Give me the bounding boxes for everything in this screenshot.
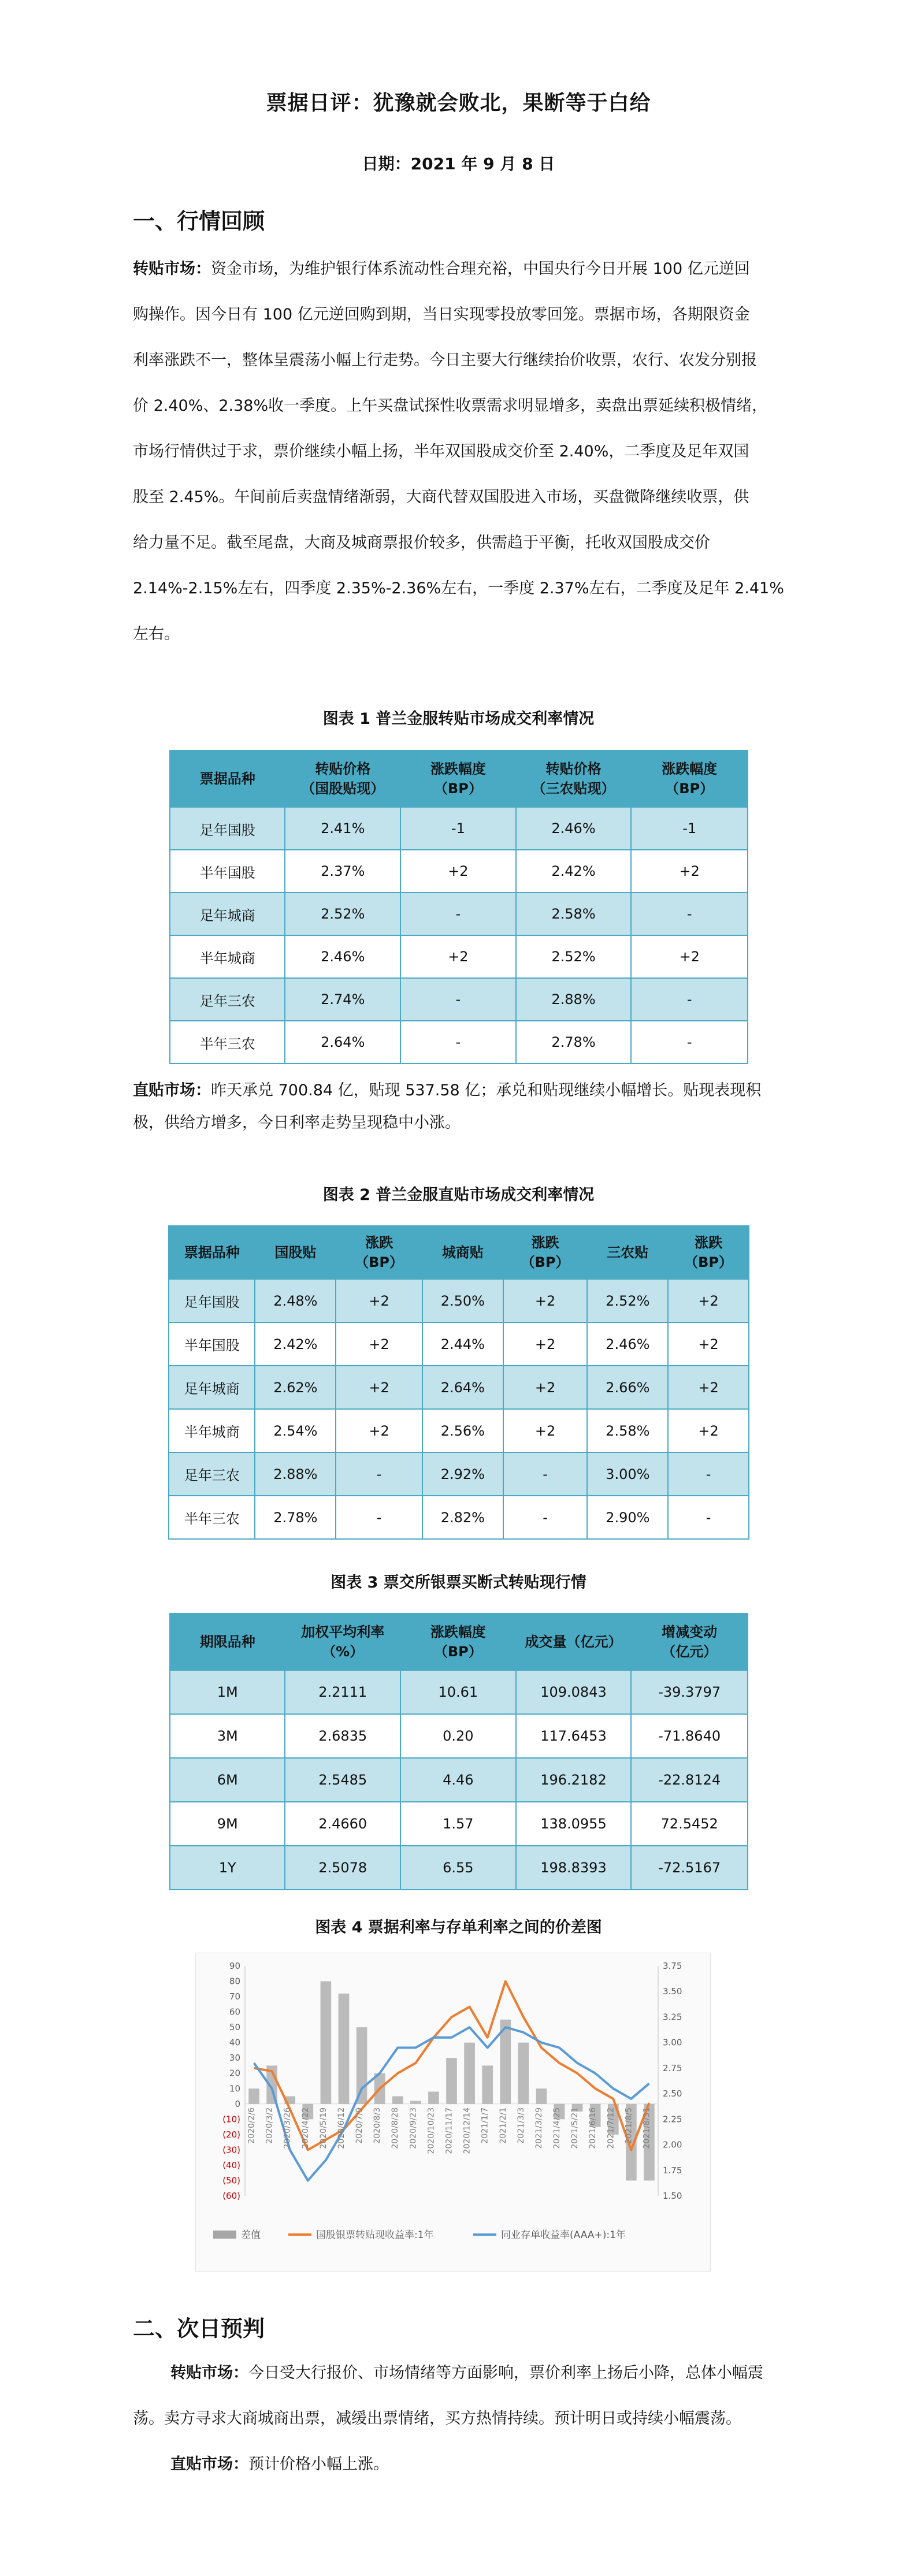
- table-cell: 2.58%: [516, 893, 632, 935]
- table-cell: 2.46%: [516, 807, 632, 850]
- table-cell: 2.78%: [255, 1496, 336, 1539]
- table-row: [169, 1366, 749, 1409]
- table-row: [170, 1670, 748, 1714]
- table-cell: -1: [400, 807, 516, 850]
- x-tick-label: 2021/2/1: [498, 2107, 508, 2144]
- x-tick-label: 2020/7/9: [355, 2107, 365, 2144]
- table-cell: 足年三农: [169, 1452, 255, 1496]
- y-left-tick-label: 90: [229, 1961, 240, 1971]
- table-cell: -72.5167: [631, 1846, 748, 1890]
- x-tick-label: 2020/12/14: [462, 2107, 472, 2154]
- table-cell: 4.46: [400, 1758, 516, 1802]
- table-cell: -: [631, 893, 748, 935]
- table-cell: -71.8640: [631, 1714, 748, 1758]
- spread-bar: [321, 1982, 332, 2104]
- table-cell: 1Y: [170, 1846, 285, 1890]
- table-cell: 半年三农: [170, 1021, 285, 1064]
- column-header: 转贴价格 （三农贴现）: [516, 750, 632, 807]
- table-row: [170, 978, 748, 1021]
- y-left-tick-label: 0: [235, 2098, 240, 2109]
- legend-entry: 同业存单收益率(AAA+):1年: [501, 2229, 626, 2241]
- column-header: 涨跌 （BP）: [503, 1226, 588, 1279]
- table-cell: 2.88%: [516, 978, 632, 1021]
- table-cell: 72.5452: [631, 1802, 748, 1846]
- x-tick-label: 2020/3/2: [265, 2107, 274, 2144]
- table-cell: -: [336, 1452, 422, 1496]
- table-cell: 2.48%: [255, 1279, 336, 1322]
- spread-bar: [536, 2088, 547, 2104]
- x-tick-label: 2021/3/29: [534, 2107, 544, 2149]
- table-cell: 6.55: [400, 1846, 516, 1890]
- y-right-tick-label: 1.75: [663, 2165, 682, 2176]
- x-tick-label: 2021/5/21: [570, 2107, 580, 2149]
- spread-bar: [410, 2101, 421, 2103]
- spread-chart: [195, 1953, 711, 2272]
- table-row: [169, 1322, 749, 1366]
- table-cell: 2.64%: [422, 1366, 503, 1409]
- table-cell: -: [400, 893, 516, 935]
- y-left-tick-label: 80: [229, 1976, 240, 1987]
- column-header: 增减变动 （亿元）: [631, 1614, 748, 1670]
- table-cell: 2.54%: [255, 1409, 336, 1452]
- column-header: 涨跌幅度 （BP）: [631, 750, 748, 807]
- x-tick-label: 2020/5/19: [318, 2107, 328, 2149]
- table-cell: 2.46%: [285, 935, 400, 978]
- x-tick-label: 2020/8/3: [373, 2107, 383, 2144]
- y-right-tick-label: 2.75: [663, 2062, 682, 2073]
- paragraph-forecast-transfer: 转贴市场：今日受大行报价、市场情绪等方面影响，票价利率上扬后小降，总体小幅震 荡。卖方寻求大商城商出票，减缓出票情绪，买方热情持续。预计明日或持续小幅震荡。 直贴市场：预计价格小幅上涨。: [133, 2364, 763, 2473]
- table-cell: 2.82%: [422, 1496, 503, 1539]
- table-cell: +2: [668, 1409, 749, 1452]
- y-left-tick-label: (10): [222, 2114, 240, 2125]
- table-cell: -: [668, 1496, 749, 1539]
- y-left-tick-label: 30: [229, 2053, 240, 2064]
- report-title: 票据日评：犹豫就会败北，果断等于白给: [266, 91, 651, 115]
- table-cell: +2: [400, 935, 516, 978]
- x-tick-label: 2020/9/23: [409, 2107, 418, 2149]
- table-row: [170, 850, 748, 893]
- legend-entry: 国股银票转贴现收益率:1年: [316, 2229, 434, 2241]
- table-header-row: [170, 750, 748, 807]
- table-cell: 2.42%: [255, 1322, 336, 1366]
- spread-bar: [357, 2027, 367, 2104]
- table-cell: 2.52%: [285, 893, 400, 935]
- table-cell: 3.00%: [587, 1452, 668, 1496]
- table-cell: 2.74%: [285, 978, 400, 1021]
- table-cell: 117.6453: [516, 1714, 632, 1758]
- column-header: 成交量（亿元）: [516, 1614, 632, 1670]
- legend-swatch: [213, 2231, 236, 2239]
- y-right-tick-label: 3.25: [663, 2012, 682, 2023]
- table-cell: 2.37%: [285, 850, 400, 893]
- table-cell: 2.56%: [422, 1409, 503, 1452]
- table-cell: +2: [631, 935, 748, 978]
- table-cell: +2: [503, 1279, 588, 1322]
- table-cell: 2.6835: [285, 1714, 400, 1758]
- table-cell: 2.66%: [587, 1366, 668, 1409]
- spread-bar: [339, 1994, 350, 2104]
- table-row: [169, 1279, 749, 1322]
- table-cell: 0.20: [400, 1714, 516, 1758]
- y-left-tick-label: (30): [222, 2144, 240, 2155]
- x-tick-label: 2020/11/17: [444, 2107, 454, 2154]
- column-header: 加权平均利率 （%）: [285, 1614, 400, 1670]
- paragraph-direct-market: 直贴市场：昨天承兑 700.84 亿，贴现 537.58 亿；承兑和贴现继续小幅增长。贴现表现积 极，供给方增多，今日利率走势呈现稳中小涨。: [133, 1081, 762, 1132]
- y-left-tick-label: (40): [222, 2159, 240, 2170]
- section-heading-review: 一、行情回顾: [133, 209, 265, 234]
- table-cell: -: [400, 978, 516, 1021]
- table-cell: +2: [336, 1366, 422, 1409]
- table-cell: +2: [503, 1366, 588, 1409]
- exchange-transfer-table: [169, 1613, 748, 1890]
- table-row: [169, 1452, 749, 1496]
- table-row: [169, 1409, 749, 1452]
- table3-caption: 图表 3 票交所银票买断式转贴现行情: [331, 1574, 586, 1592]
- table2-caption: 图表 2 普兰金服直贴市场成交利率情况: [322, 1186, 595, 1204]
- table-cell: 2.5485: [285, 1758, 400, 1802]
- spread-bar: [428, 2092, 439, 2104]
- x-tick-label: 2020/3/26: [283, 2107, 292, 2149]
- table-cell: 2.2111: [285, 1670, 400, 1714]
- x-tick-label: 2020/8/28: [391, 2107, 400, 2149]
- table-cell: 半年城商: [169, 1409, 255, 1452]
- x-tick-label: 2020/6/12: [336, 2107, 346, 2149]
- table-cell: 2.62%: [255, 1366, 336, 1409]
- column-header: 票据品种: [169, 1226, 255, 1279]
- column-header: 期限品种: [170, 1614, 285, 1670]
- x-tick-label: 2021/4/25: [552, 2107, 562, 2149]
- table-cell: 2.5078: [285, 1846, 400, 1890]
- legend-entry: 差值: [241, 2229, 261, 2241]
- x-tick-label: 2020/2/6: [247, 2107, 257, 2144]
- table-cell: 足年城商: [169, 1366, 255, 1409]
- table-cell: 半年国股: [169, 1322, 255, 1366]
- table-cell: -22.8124: [631, 1758, 748, 1802]
- table-cell: 2.52%: [516, 935, 632, 978]
- column-header: 城商贴: [422, 1226, 503, 1279]
- table1-caption: 图表 1 普兰金服转贴市场成交利率情况: [322, 710, 595, 728]
- paragraph-label: 直贴市场：: [133, 1081, 211, 1099]
- table-cell: +2: [400, 850, 516, 893]
- report-date: 日期：2021 年 9 月 8 日: [362, 154, 555, 173]
- table-cell: +2: [336, 1409, 422, 1452]
- table-row: [170, 1758, 748, 1802]
- x-tick-label: 2021/6/16: [588, 2107, 598, 2149]
- table-cell: +2: [336, 1322, 422, 1366]
- table-cell: 2.41%: [285, 807, 400, 850]
- table-row: [170, 1021, 748, 1064]
- table-cell: 2.90%: [587, 1496, 668, 1539]
- table-cell: -: [503, 1452, 588, 1496]
- y-left-tick-label: 60: [229, 2006, 240, 2017]
- table-cell: 2.52%: [587, 1279, 668, 1322]
- x-tick-label: 2021/8/31: [642, 2107, 652, 2149]
- column-header: 涨跌 （BP）: [336, 1226, 422, 1279]
- y-left-tick-label: 10: [229, 2083, 240, 2094]
- spread-bar: [446, 2058, 457, 2104]
- table-cell: 2.92%: [422, 1452, 503, 1496]
- spread-bar: [248, 2088, 259, 2104]
- chart-caption: 图表 4 票据利率与存单利率之间的价差图: [315, 1919, 602, 1936]
- paragraph-label: 直贴市场：: [170, 2455, 248, 2473]
- table-cell: -39.3797: [631, 1670, 748, 1714]
- table-cell: 足年城商: [170, 893, 285, 935]
- table-cell: 2.4660: [285, 1802, 400, 1846]
- spread-bar: [392, 2097, 403, 2104]
- y-left-tick-label: (50): [222, 2175, 240, 2186]
- y-left-tick-label: 20: [229, 2068, 240, 2079]
- table-cell: 足年国股: [170, 807, 285, 850]
- table-cell: 1.57: [400, 1802, 516, 1846]
- table-cell: 138.0955: [516, 1802, 632, 1846]
- x-tick-label: 2021/8/5: [624, 2107, 634, 2144]
- y-left-tick-label: 40: [229, 2037, 240, 2048]
- y-right-tick-label: 1.50: [663, 2191, 682, 2201]
- table-row: [170, 1802, 748, 1846]
- y-left-tick-label: 70: [229, 1991, 240, 2002]
- spread-bar: [464, 2043, 475, 2104]
- table-cell: -: [400, 1021, 516, 1064]
- paragraph-label: 转贴市场：: [170, 2364, 248, 2382]
- table-cell: +2: [503, 1409, 588, 1452]
- y-right-tick-label: 3.50: [663, 1986, 682, 1997]
- table-cell: 2.88%: [255, 1452, 336, 1496]
- table-cell: 196.2182: [516, 1758, 632, 1802]
- table-cell: +2: [336, 1279, 422, 1322]
- spread-bar: [518, 2043, 529, 2104]
- table-cell: 半年城商: [170, 935, 285, 978]
- table-cell: 3M: [170, 1714, 285, 1758]
- table-cell: -: [631, 978, 748, 1021]
- column-header: 国股贴: [255, 1226, 336, 1279]
- table-cell: 2.42%: [516, 850, 632, 893]
- table-cell: 足年国股: [169, 1279, 255, 1322]
- table-cell: 半年国股: [170, 850, 285, 893]
- y-right-tick-label: 2.00: [663, 2139, 682, 2150]
- column-header: 涨跌幅度 （BP）: [400, 750, 516, 807]
- spread-bar: [482, 2065, 493, 2103]
- y-left-tick-label: (60): [222, 2191, 240, 2201]
- table-cell: +2: [631, 850, 748, 893]
- y-right-tick-label: 2.25: [663, 2114, 682, 2125]
- column-header: 转贴价格 （国股贴现）: [285, 750, 400, 807]
- x-tick-label: 2021/7/12: [606, 2107, 616, 2149]
- transfer-rate-table: [169, 750, 748, 1064]
- column-header: 涨跌 （BP）: [668, 1226, 749, 1279]
- table-row: [170, 1846, 748, 1890]
- y-right-tick-label: 3.75: [663, 1961, 682, 1971]
- table-cell: 109.0843: [516, 1670, 632, 1714]
- table-cell: 2.64%: [285, 1021, 400, 1064]
- x-tick-label: 2021/3/3: [516, 2107, 526, 2144]
- direct-rate-table: [168, 1225, 749, 1540]
- y-left-tick-label: (20): [222, 2129, 240, 2140]
- table-cell: 2.78%: [516, 1021, 632, 1064]
- table-cell: 6M: [170, 1758, 285, 1802]
- table-cell: 10.61: [400, 1670, 516, 1714]
- table-cell: -: [668, 1452, 749, 1496]
- spread-chart-svg: [196, 1953, 710, 2271]
- table-row: [170, 935, 748, 978]
- x-tick-label: 2021/1/7: [480, 2107, 490, 2144]
- table-cell: +2: [668, 1322, 749, 1366]
- x-tick-label: 2020/10/23: [426, 2107, 436, 2154]
- table-cell: 9M: [170, 1802, 285, 1846]
- table-cell: 2.50%: [422, 1279, 503, 1322]
- table-cell: -1: [631, 807, 748, 850]
- table-cell: 198.8393: [516, 1846, 632, 1890]
- y-right-tick-label: 2.50: [663, 2088, 682, 2099]
- paragraph-transfer-market: 转贴市场：资金市场，为维护银行体系流动性合理充裕，中国央行今日开展 100 亿元逆回 购操作。因今日有 100 亿元逆回购到期，当日实现零投放零回笼。票据市场，各期限资金 利率涨跌不一，整体呈震荡小幅上行走势。今日主要大行继续抬价收票，农行、农发分别报 价 2.40%、2.38%收一季度。上午买盘试探性收票需求明显增多，卖盘出票延续积极情绪， 市场行情供过于求，票价继续小幅上扬，半年双国股成交价至 2.40%，二季度及足年双国 股至 2.45%。午间前后卖盘情绪渐弱，大商代替双国股进入市场，买盘微降继续收票，供 给力量不足。截至尾盘，大商及城商票报价较多，供需趋于平衡，托收双国股成交价 2.14%-2.15%左右，四季度 2.35%-2.36%左右，一季度 2.37%左右，二季度及足年 2.41% 左右。: [133, 260, 784, 643]
- table-cell: 半年三农: [169, 1496, 255, 1539]
- table-cell: 2.44%: [422, 1322, 503, 1366]
- table-cell: -: [631, 1021, 748, 1064]
- table-header-row: [170, 1614, 748, 1670]
- table-cell: 2.58%: [587, 1409, 668, 1452]
- column-header: 三农贴: [587, 1226, 668, 1279]
- table-row: [169, 1496, 749, 1539]
- table-cell: -: [503, 1496, 588, 1539]
- table-row: [170, 893, 748, 935]
- table-cell: +2: [668, 1279, 749, 1322]
- column-header: 票据品种: [170, 750, 285, 807]
- table-cell: 足年三农: [170, 978, 285, 1021]
- table-cell: -: [336, 1496, 422, 1539]
- table-row: [170, 1714, 748, 1758]
- x-tick-label: 2020/4/22: [300, 2107, 310, 2149]
- table-row: [170, 807, 748, 850]
- section-heading-forecast: 二、次日预判: [133, 2316, 265, 2341]
- table-header-row: [169, 1226, 749, 1279]
- table-cell: 1M: [170, 1670, 285, 1714]
- y-left-tick-label: 50: [229, 2022, 240, 2033]
- table-cell: +2: [503, 1322, 588, 1366]
- y-right-tick-label: 3.00: [663, 2037, 682, 2048]
- paragraph-label: 转贴市场：: [133, 260, 211, 278]
- table-cell: 2.46%: [587, 1322, 668, 1366]
- table-cell: +2: [668, 1366, 749, 1409]
- column-header: 涨跌幅度 （BP）: [400, 1614, 516, 1670]
